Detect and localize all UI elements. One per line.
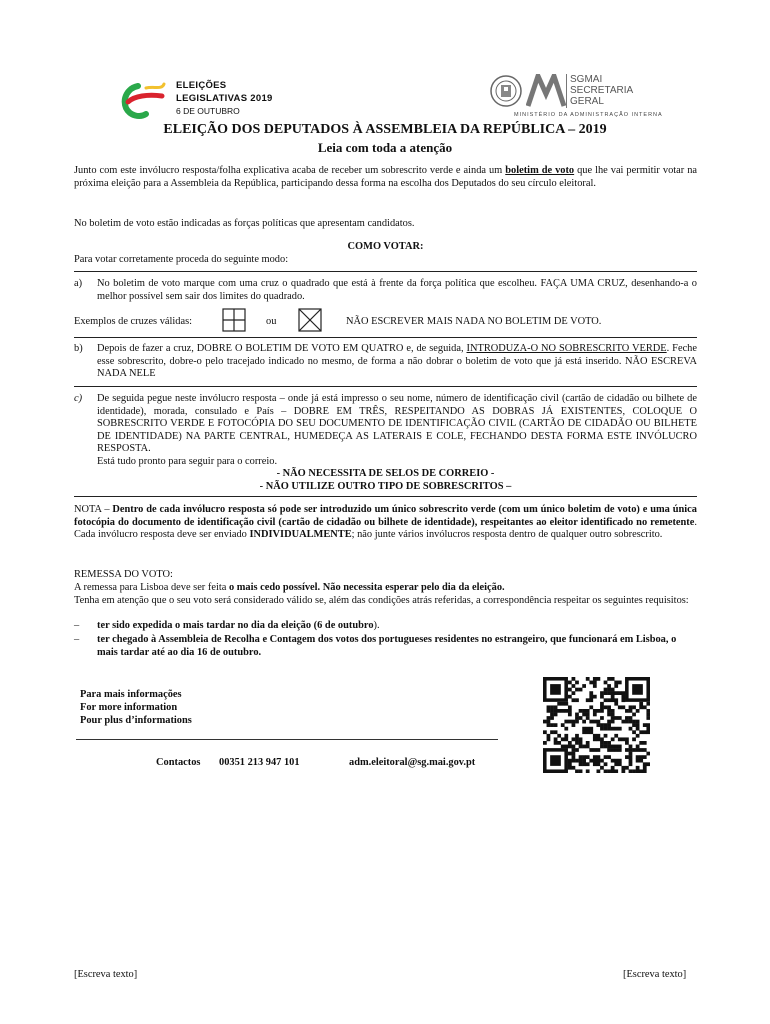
valid-cross-examples: [74, 308, 697, 332]
more-info-pt: Para mais informações: [80, 689, 182, 700]
sgmai-logo: [488, 74, 663, 120]
note-prefix: NOTA –: [74, 504, 113, 515]
requirement-1: [97, 620, 697, 633]
page-title: ELEIÇÃO DOS DEPUTADOS À ASSEMBLEIA DA REPÚBLICA – 2019: [163, 122, 607, 137]
sgmai-logo-line3: GERAL: [570, 96, 604, 107]
step-b: [74, 343, 697, 381]
intro-text-1: Junto com este invólucro resposta/folha explicativa acaba de receber um sobrescrito verde e ainda um: [74, 165, 506, 176]
note-bold-1: Dentro de cada invólucro resposta só pode ser introduzido um único sobrescrito verde (com um único boletim de voto) e uma única fotocópia do documento de identificação civil (cartão de cidadão ou bilhete de identidade), respeitantes ao eleitor identificado no remetente: [74, 504, 697, 528]
intro-paragraph: [74, 165, 697, 190]
more-info-en: For more information: [80, 702, 178, 713]
requirement-dash-1: –: [74, 620, 80, 631]
sgmai-logo-line1: SGMAI: [570, 74, 603, 85]
divider: [74, 386, 697, 387]
no-writing-warning: NÃO ESCREVER MAIS NADA NO BOLETIM DE VOTO.: [346, 316, 602, 327]
step-a: [74, 278, 697, 303]
step-b-underline: INTRODUZA-O NO SOBRESCRITO VERDE: [466, 343, 667, 354]
step-b-text: [97, 343, 697, 381]
requirement-dash-2: –: [74, 634, 80, 645]
sgmai-logo-line2: SECRETARIA: [570, 85, 634, 96]
note-paragraph: [74, 504, 697, 542]
step-a-label: a): [74, 278, 83, 289]
x-cross-box-icon: [298, 308, 322, 332]
note-text-3: ; não junte vários invólucros resposta dentro de qualquer outro sobrescrito.: [351, 529, 663, 541]
requirement-2: ter chegado à Assembleia de Recolha e Contagem dos votos dos portugueses residentes no estrangeiro, que funcionará em Lisboa, o mais tardar até ao dia 16 de outubro.: [97, 634, 677, 658]
step-c-label: c): [74, 393, 83, 404]
step-b-text-1: Depois de fazer a cruz, DOBRE O BOLETIM DE VOTO EM QUATRO e, de seguida,: [97, 343, 467, 354]
logo-divider: [566, 74, 567, 108]
remessa-title: REMESSA DO VOTO:: [74, 569, 173, 580]
requirement-1-bold: ter sido expedida o mais tardar no dia da eleição (6 de outubro: [97, 620, 374, 631]
forces-paragraph: No boletim de voto estão indicadas as forças políticas que apresentam candidatos.: [74, 218, 415, 229]
no-stamps-notice: - NÃO NECESSITA DE SELOS DE CORREIO -: [276, 468, 495, 479]
step-c-text: De seguida pegue neste invólucro resposta – onde já está impresso o seu nome, número de identificação civil (cartão de cidadão ou bilhete de identidade), morada, consulado e País – DOBRE EM TRÊS, RESPEITANDO AS DOBRAS JÁ EXISTENTES, COLOQUE O SOBRESCRITO VERDE E FOTOCÓPIA DO SEU DOCUMENTO DE IDENTIFICAÇÃO CIVIL (CARTÃO DE CIDADÃO OU BILHETE DE IDENTIDADE) NA PARTE CENTRAL, HUMEDEÇA AS LATERAIS E COLE, FECHANDO DESTA FORMA ESTE INVÓLUCRO RESPOSTA.: [97, 393, 697, 455]
elections-logo: [118, 74, 278, 122]
contacts-label: Contactos: [156, 757, 201, 768]
examples-label: Exemplos de cruzes válidas:: [74, 316, 193, 327]
intro-bold: boletim de voto: [505, 165, 575, 176]
contacts-divider: [76, 739, 498, 740]
elections-logo-line2: LEGISLATIVAS 2019: [176, 93, 273, 104]
qr-code-icon[interactable]: [543, 677, 650, 773]
footer-right-placeholder: [Escreva texto]: [623, 969, 687, 980]
remessa-line2: Tenha em atenção que o seu voto será considerado válido se, além das condições atrás referidas, a correspondência respeitar os seguintes requisitos:: [74, 595, 689, 606]
divider: [74, 337, 697, 338]
remessa-line1: [74, 582, 697, 595]
divider: [74, 496, 697, 497]
how-to-vote-title: COMO VOTAR:: [347, 241, 424, 252]
note-bold-2: INDIVIDUALMENTE: [249, 529, 352, 541]
remessa-line1-bold: o mais cedo possível. Não necessita esperar pelo dia da eleição.: [228, 582, 505, 593]
mai-monogram-icon: [526, 74, 566, 108]
remessa-line1-text: A remessa para Lisboa deve ser feita: [74, 582, 229, 593]
step-c-ready: Está tudo pronto para seguir para o correio.: [97, 455, 278, 467]
footer-left-placeholder: [Escreva texto]: [74, 969, 138, 980]
elections-logo-line1: ELEIÇÕES: [176, 80, 227, 91]
step-a-text: No boletim de voto marque com uma cruz o quadrado que está à frente da força política que escolheu. FAÇA UMA CRUZ, desenhando-a o melhor possível sem sair dos limites do quadrado.: [97, 278, 697, 302]
step-b-text-2: . Feche esse sobrescrito, dobre-o pelo tracejado indicado no mesmo, de forma a não dobrar o boletim de voto que já está inserido. NÃO ESCREVA NADA NELE: [97, 343, 697, 380]
ministry-name: MINISTÉRIO DA ADMINISTRAÇÃO INTERNA: [514, 112, 663, 118]
plus-cross-box-icon: [222, 308, 246, 332]
elections-logo-line3: 6 DE OUTUBRO: [176, 106, 240, 116]
page-subtitle: Leia com toda a atenção: [317, 140, 453, 155]
requirement-1-end: ).: [373, 620, 380, 631]
intro-text-2: que lhe vai permitir votar na próxima eleição para a Assembleia da República, participando dessa forma na escolha dos Deputados do seu círculo eleitoral.: [74, 165, 698, 189]
how-to-vote-intro: Para votar corretamente proceda do seguinte modo:: [74, 254, 289, 265]
contact-email[interactable]: adm.eleitoral@sg.mai.gov.pt: [349, 757, 476, 768]
contact-phone: 00351 213 947 101: [219, 757, 300, 768]
note-text-2: . Cada invólucro resposta deve ser enviado: [74, 516, 697, 541]
examples-or: ou: [266, 316, 277, 327]
step-c: [74, 393, 697, 469]
no-other-envelopes-notice: - NÃO UTILIZE OUTRO TIPO DE SOBRESCRITOS –: [259, 481, 512, 492]
elections-emblem-icon: [118, 80, 172, 120]
divider: [74, 271, 697, 272]
step-b-label: b): [74, 343, 83, 354]
more-info-fr: Pour plus d’informations: [80, 715, 192, 726]
portugal-crest-icon: [488, 74, 524, 108]
